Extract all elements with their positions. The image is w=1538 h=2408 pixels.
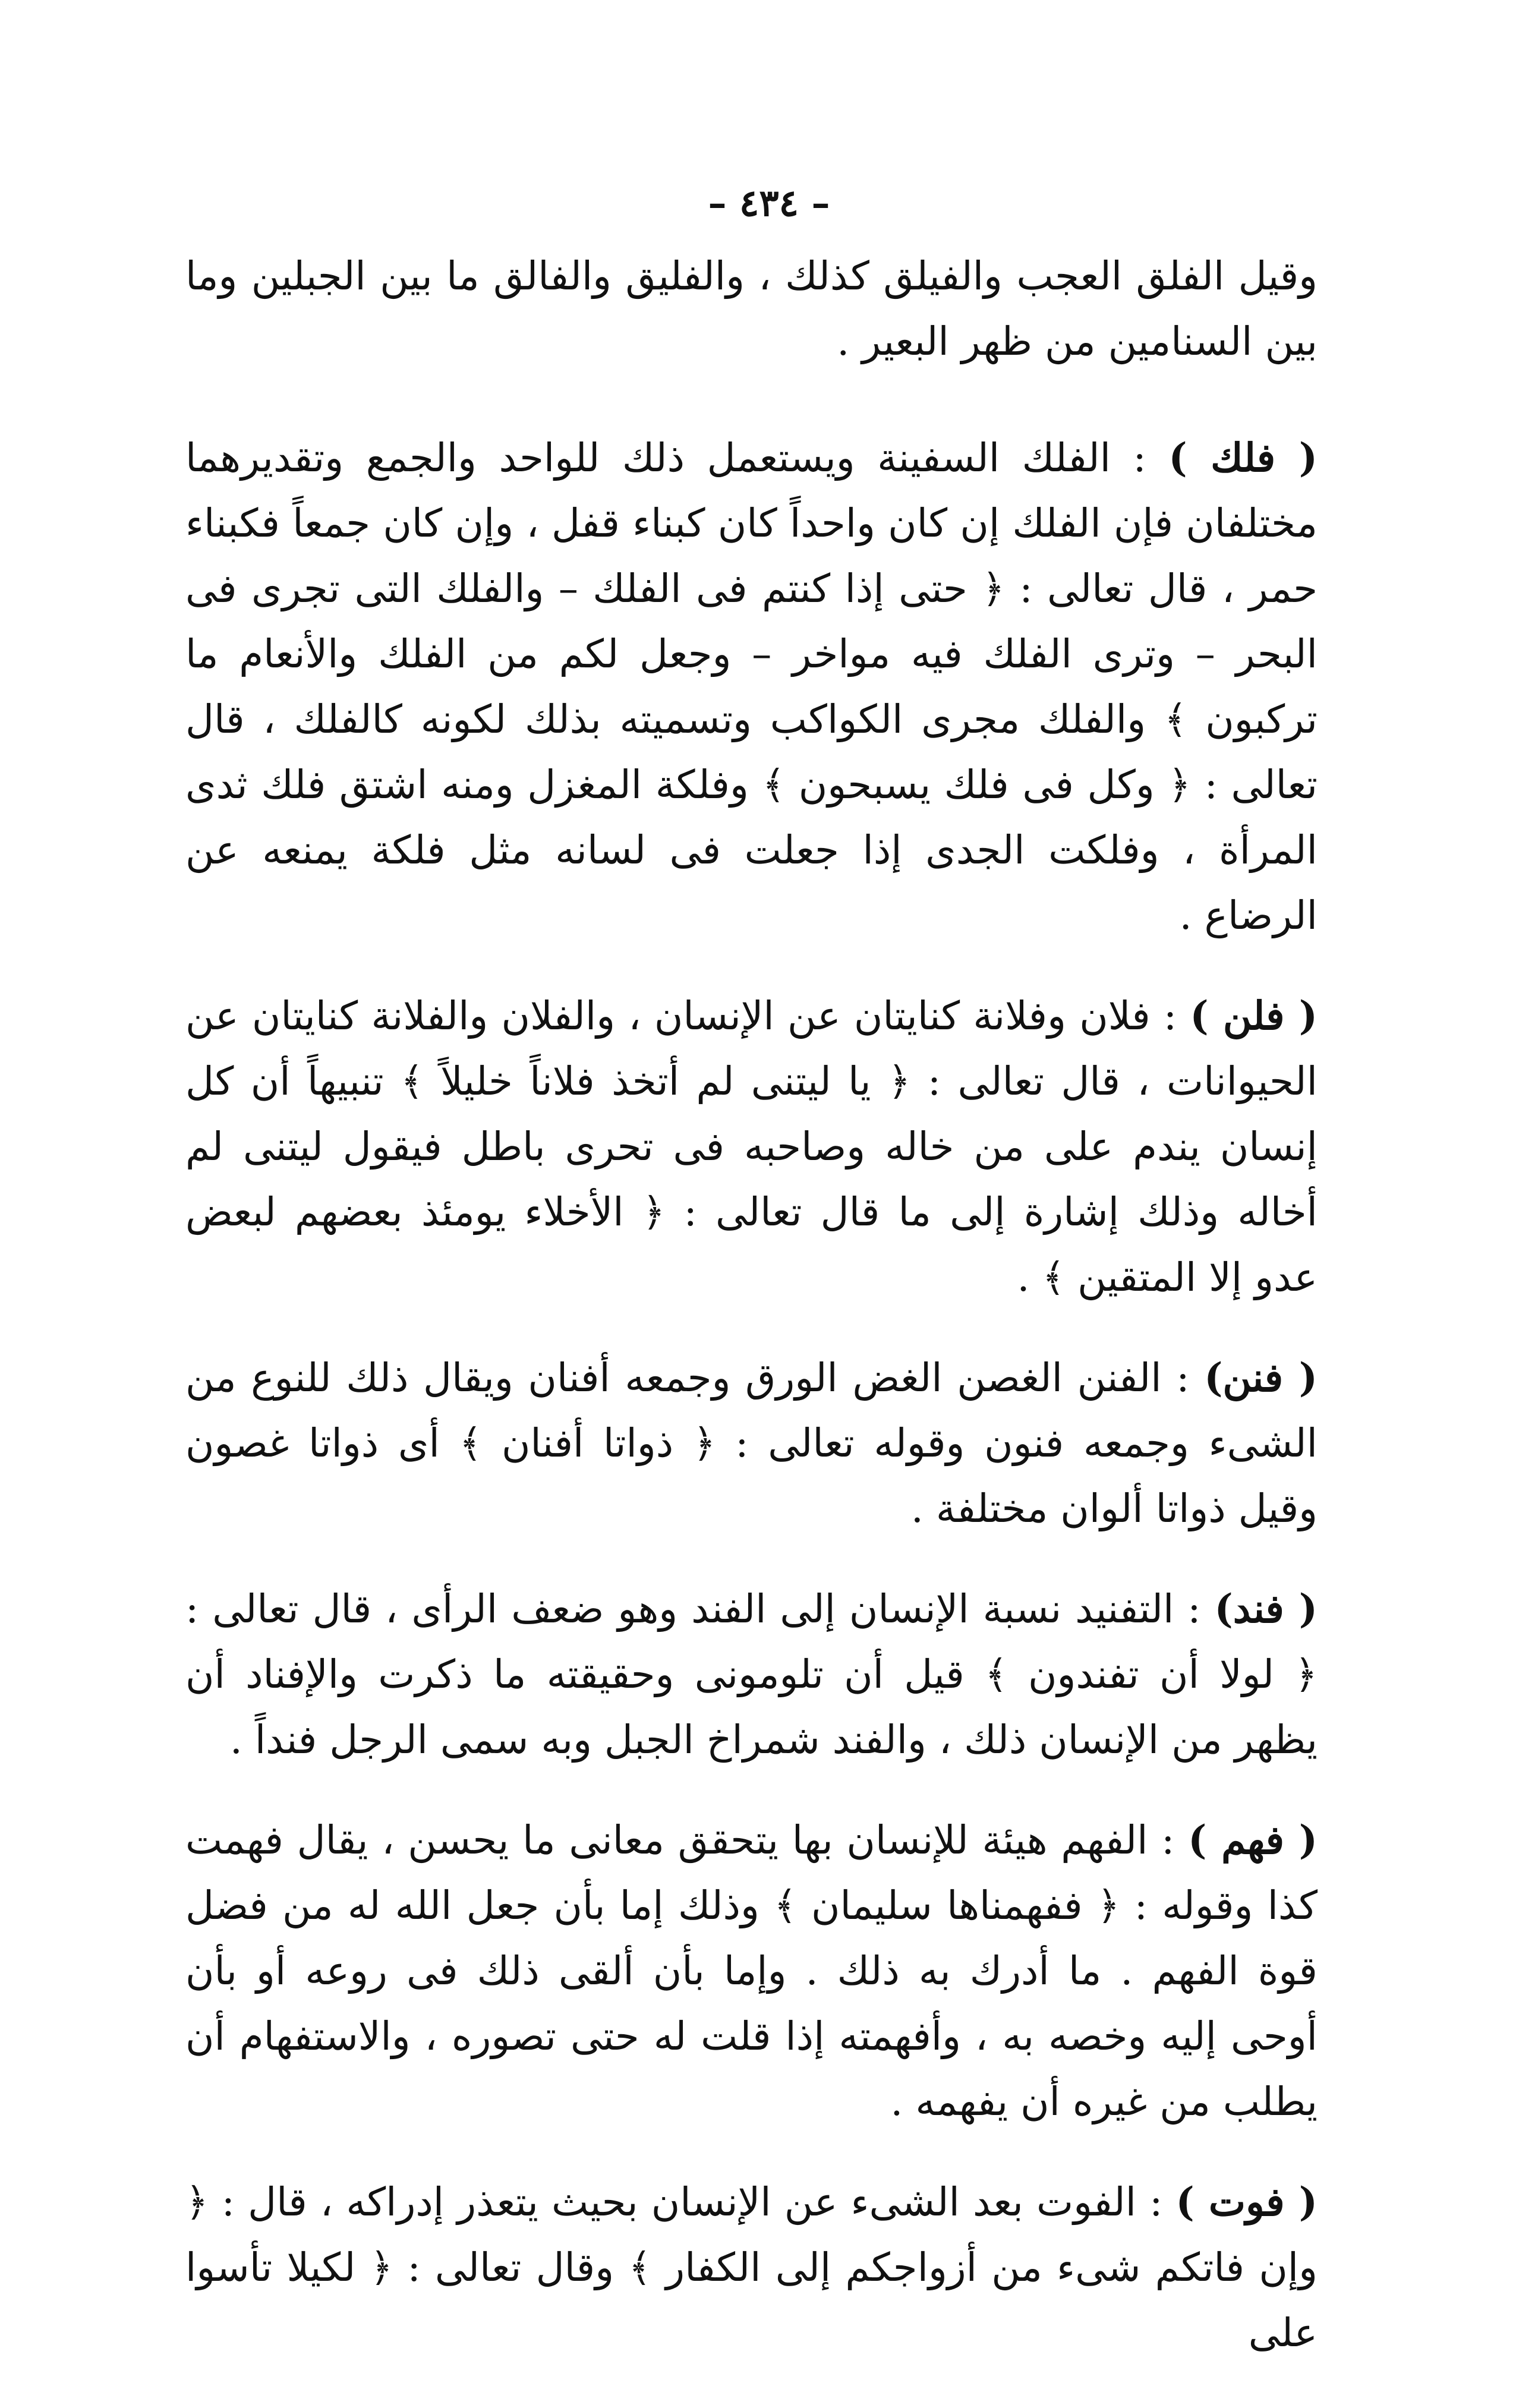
headword: ( فند) xyxy=(1214,1586,1318,1632)
entry-fanad xyxy=(185,1576,1318,1773)
entry-fahm xyxy=(185,1807,1318,2135)
entry-falak xyxy=(185,425,1318,948)
headword: ( فوت ) xyxy=(1175,2179,1318,2225)
page-body xyxy=(185,244,1318,2400)
headword: ( فهم ) xyxy=(1188,1817,1318,1863)
entry-fanan xyxy=(185,1345,1318,1542)
headword: ( فنن) xyxy=(1204,1354,1318,1401)
entry-text: : الفهم هيئة للإنسان بها يتحقق معانى ما يحسن ، يقال فهمت كذا وقوله : ﴿ ففهمناها سليمان ﴾ وذلك إما بأن جعل الله له من فضل قوة الفهم . ما أدرك به ذلك . وإما بأن ألقى ذلك فى روعه أو بأن أوحى إليه وخصه به ، وأفهمته إذا قلت له حتى تصوره ، والاستفهام أن يطلب من غيره أن يفهمه . xyxy=(185,1817,1318,2125)
headword: ( فلك ) xyxy=(1168,434,1318,481)
entry-text: : فلان وفلانة كنايتان عن الإنسان ، والفلان والفلانة كنايتان عن الحيوانات ، قال تعالى : ﴿ يا ليتنى لم أتخذ فلاناً خليلاً ﴾ تنبيهاً أن كل إنسان يندم على من خاله وصاحبه فى تحرى باطل فيقول ليتنى لم أخاله وذلك إشارة إلى ما قال تعالى : ﴿ الأخلاء يومئذ بعضهم لبعض عدو إلا المتقين ﴾ . xyxy=(185,993,1318,1300)
entry-text: : الفوت بعد الشىء عن الإنسان بحيث يتعذر إدراكه ، قال : ﴿ وإن فاتكم شىء من أزواجكم إلى الكفار ﴾ وقال تعالى : ﴿ لكيلا تأسوا على xyxy=(185,2179,1318,2356)
entry-text: : الفلك السفينة ويستعمل ذلك للواحد والجمع وتقديرهما مختلفان فإن الفلك إن كان واحداً كان كبناء قفل ، وإن كان جمعاً فكبناء حمر ، قال تعالى : ﴿ حتى إذا كنتم فى الفلك – والفلك التى تجرى فى البحر – وترى الفلك فيه مواخر – وجعل لكم من الفلك والأنعام ما تركبون ﴾ والفلك مجرى الكواكب وتسميته بذلك لكونه كالفلك ، قال تعالى : ﴿ وكل فى فلك يسبحون ﴾ وفلكة المغزل ومنه اشتق فلك ثدى المرأة ، وفلكت الجدى إذا جعلت فى لسانه مثل فلكة يمنعه عن الرضاع . xyxy=(185,435,1318,938)
headword: ( فلن ) xyxy=(1190,992,1318,1039)
entry-fawt xyxy=(185,2169,1318,2366)
page-number: – ٤٣٤ – xyxy=(708,181,830,225)
intro-paragraph: وقيل الفلق العجب والفيلق كذلك ، والفليق والفالق ما بين الجبلين وما بين السنامين من ظهر البعير . xyxy=(185,253,1318,364)
entry-falan xyxy=(185,983,1318,1310)
entry-text: : التفنيد نسبة الإنسان إلى الفند وهو ضعف الرأى ، قال تعالى : ﴿ لولا أن تفندون ﴾ قيل أن تلومونى وحقيقته ما ذكرت والإفناد أن يظهر من الإنسان ذلك ، والفند شمراخ الجبل وبه سمى الرجل فنداً . xyxy=(185,1586,1318,1763)
entry-text: : الفنن الغصن الغض الورق وجمعه أفنان ويقال ذلك للنوع من الشىء وجمعه فنون وقوله تعالى : ﴿ ذواتا أفنان ﴾ أى ذواتا غصون وقيل ذواتا ألوان مختلفة . xyxy=(185,1355,1318,1531)
